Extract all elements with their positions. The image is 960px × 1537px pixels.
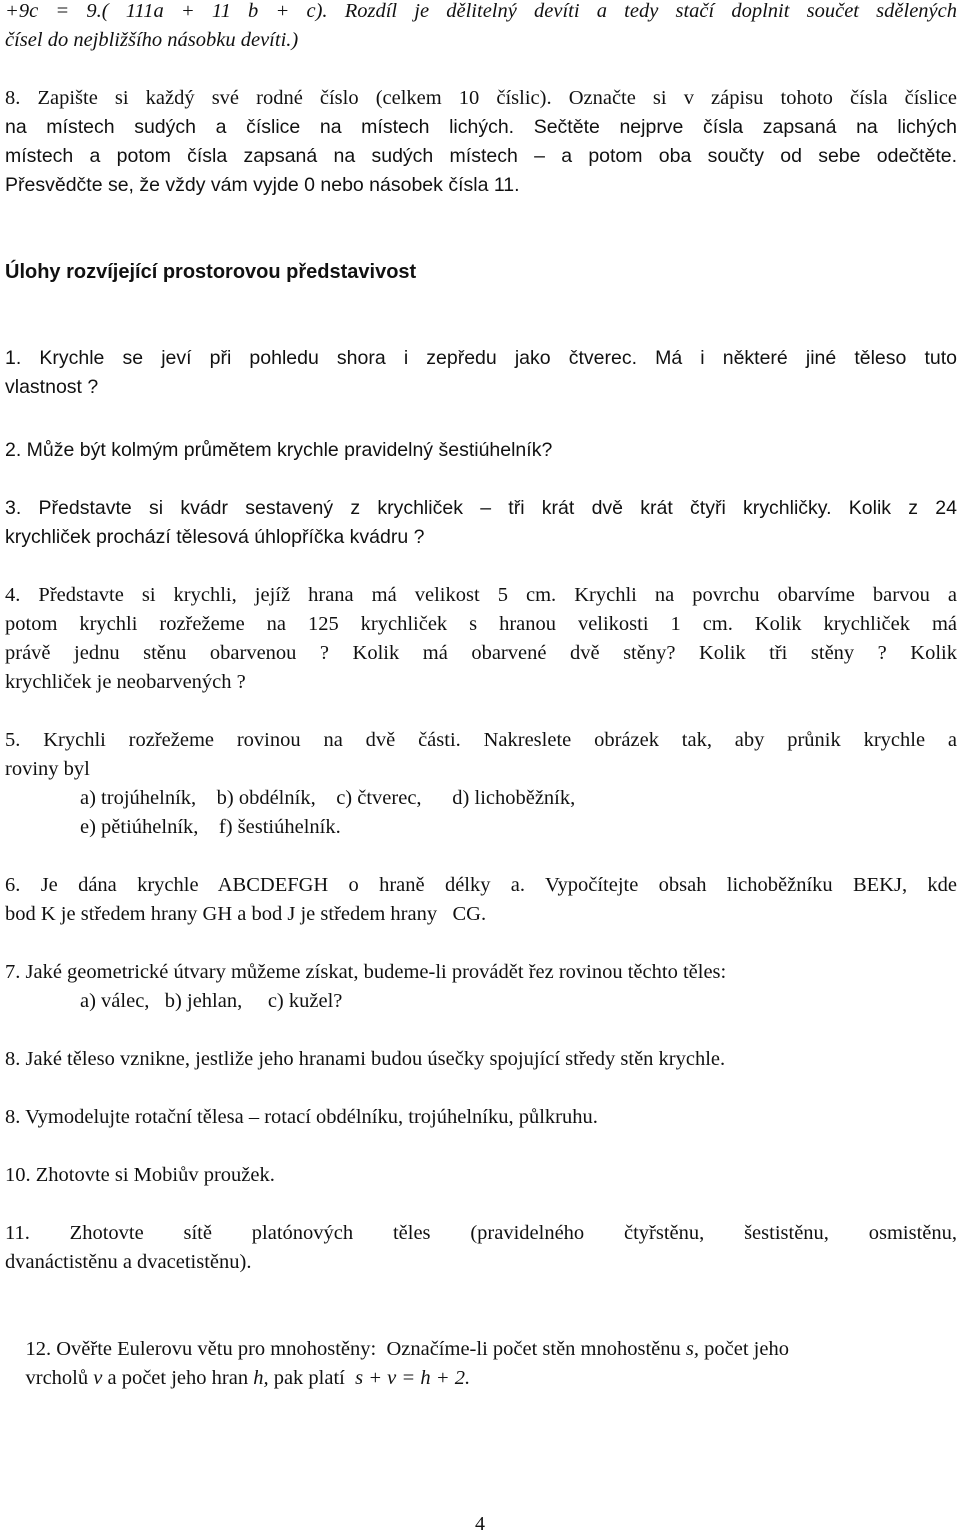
variable-s: s, <box>685 1338 700 1360</box>
text-span: vrcholů <box>25 1367 94 1389</box>
variable-h: h, <box>253 1367 269 1389</box>
text-line: dvanáctistěnu a dvacetistěnu). <box>5 1251 252 1273</box>
text-line: 4. Představte si krychli, jejíž hrana má velikost 5 cm. Krychli na povrchu obarvíme barvou a <box>5 584 957 606</box>
text-line: a) válec, b) jehlan, c) kužel? <box>80 990 343 1012</box>
text-line: místech a potom čísla zapsaná na sudých místech – a potom oba součty od sebe odečtěte. <box>5 145 957 167</box>
text-line: e) pětiúhelník, f) šestiúhelník. <box>80 816 341 838</box>
text-line: 11. Zhotovte sítě platónových těles (pravidelného čtyřstěnu, šestistěnu, osmistěnu, <box>5 1222 957 1244</box>
variable-v: v <box>93 1367 103 1389</box>
text-span: a počet jeho hran <box>102 1367 254 1389</box>
text-line: na místech sudých a číslice na místech lichých. Sečtěte nejprve čísla zapsaná na lichých <box>5 116 957 138</box>
text-line: krychliček prochází tělesová úhlopříčka kvádru ? <box>5 526 425 548</box>
text-span: pak platí <box>268 1367 356 1389</box>
text-line: 7. Jaké geometrické útvary můžeme získat, budeme-li provádět řez rovinou těchto těles: <box>5 961 727 983</box>
text-line: 5. Krychli rozřežeme rovinou na dvě části. Nakreslete obrázek tak, aby průnik krychle a <box>5 729 957 751</box>
text-line: 10. Zhotovte si Mobiův proužek. <box>5 1164 275 1186</box>
text-line: +9c = 9.( 111a + 11 b + c). Rozdíl je dělitelný devíti a tedy stačí doplnit součet sdělených <box>5 0 957 22</box>
section-heading: Úlohy rozvíjející prostorovou představivost <box>5 261 417 283</box>
text-line: Přesvědčte se, že vždy vám vyjde 0 nebo násobek čísla 11. <box>5 174 520 196</box>
text-line: a) trojúhelník, b) obdélník, c) čtverec, d) lichoběžník, <box>80 787 576 809</box>
text-line: 2. Může být kolmým průmětem krychle pravidelný šestiúhelník? <box>5 439 553 461</box>
text-line: potom krychli rozřežeme na 125 krychliček s hranou velikosti 1 cm. Kolik krychliček má <box>5 613 957 635</box>
text-line: vlastnost ? <box>5 376 99 398</box>
text-span: 12. Ověřte Eulerovu větu pro mnohostěny: Označíme-li počet stěn mnohostěnu <box>25 1338 686 1360</box>
text-line: roviny byl <box>5 758 90 780</box>
text-line: 8. Vymodelujte rotační tělesa – rotací obdélníku, trojúhelníku, půlkruhu. <box>5 1106 598 1128</box>
text-line <box>5 1335 957 1422</box>
text-line: 6. Je dána krychle ABCDEFGH o hraně délky a. Vypočítejte obsah lichoběžníku BEKJ, kde <box>5 874 957 896</box>
text-span: počet jeho <box>699 1338 789 1360</box>
text-line: 8. Jaké těleso vznikne, jestliže jeho hranami budou úsečky spojující středy stěn krychle. <box>5 1048 726 1070</box>
euler-formula: s + v = h + 2. <box>355 1367 471 1389</box>
text-line: 3. Představte si kvádr sestavený z krychliček – tři krát dvě krát čtyři krychličky. Kolik z 24 <box>5 497 957 519</box>
text-line: 8. Zapište si každý své rodné číslo (celkem 10 číslic). Označte si v zápisu tohoto čísla číslice <box>5 87 957 109</box>
text-line: čísel do nejbližšího násobku devíti.) <box>5 29 299 51</box>
text-line: 1. Krychle se jeví při pohledu shora i zepředu jako čtverec. Má i některé jiné těleso tuto <box>5 347 957 369</box>
text-line: bod K je středem hrany GH a bod J je středem hrany CG. <box>5 903 487 925</box>
page-number: 4 <box>475 1513 485 1535</box>
text-line: právě jednu stěnu obarvenou ? Kolik má obarvené dvě stěny? Kolik tři stěny ? Kolik <box>5 642 957 664</box>
text-line: krychliček je neobarvených ? <box>5 671 246 693</box>
